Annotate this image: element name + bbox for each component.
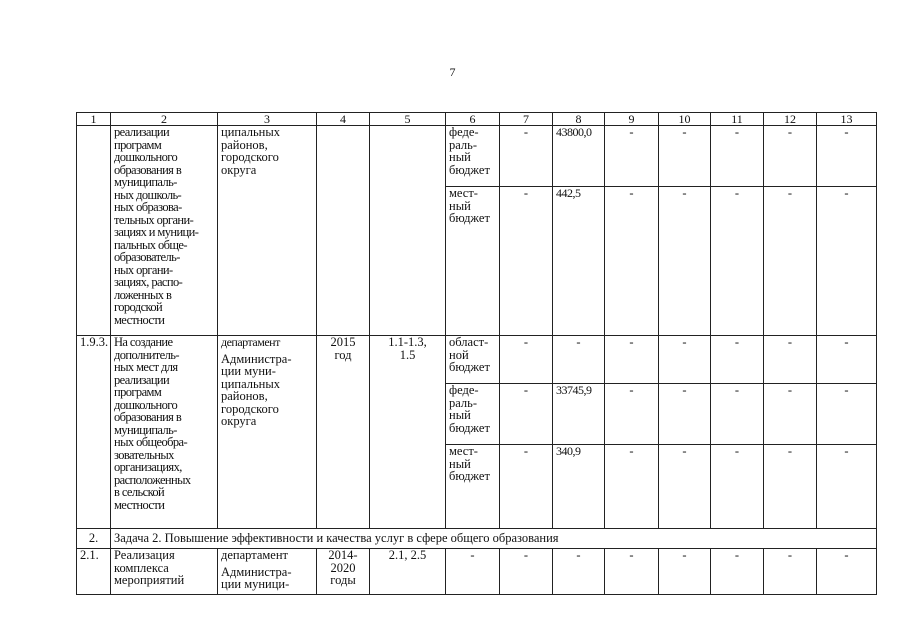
value-cell: - (817, 126, 877, 187)
indicators-cell: 2.1, 2.5 (370, 549, 446, 595)
col-header: 12 (764, 113, 817, 126)
year-cell (317, 126, 370, 336)
year-cell: 2014- 2020 годы (317, 549, 370, 595)
col-header: 9 (605, 113, 659, 126)
col-header: 11 (711, 113, 764, 126)
executor-administration: Администра- ции муници- (221, 564, 292, 591)
value-cell: - (605, 445, 659, 529)
value-cell: - (711, 187, 764, 336)
indicators-cell (370, 126, 446, 336)
value-cell: - (764, 336, 817, 384)
measures-table (76, 112, 877, 595)
value-cell: - (659, 336, 711, 384)
measure-name-cell: На создание дополнитель- ных мест для реализации программ дошкольного образования в муниципаль- ных общеобра- зовательных организациях, расположенных в сельской местности (111, 336, 218, 529)
value-cell: - (659, 187, 711, 336)
value-cell: - (500, 384, 553, 445)
value-cell: - (659, 445, 711, 529)
executor-department: департамент (221, 335, 280, 349)
value-cell: - (659, 384, 711, 445)
value-cell: 442,5 (553, 187, 605, 336)
value-cell: - (711, 336, 764, 384)
value-cell: - (500, 126, 553, 187)
page-number: 7 (449, 65, 456, 79)
value-cell: - (764, 187, 817, 336)
col-header: 4 (317, 113, 370, 126)
value-cell: - (446, 549, 500, 595)
value-cell: - (711, 384, 764, 445)
table-row (77, 529, 877, 549)
executor-department: департамент (221, 548, 289, 562)
funding-source-cell: мест- ный бюджет (446, 445, 500, 529)
year-cell: 2015 год (317, 336, 370, 529)
value-cell: - (817, 549, 877, 595)
table-row (77, 126, 877, 187)
value-cell: - (764, 445, 817, 529)
value-cell: 43800,0 (553, 126, 605, 187)
task-heading-cell: Задача 2. Повышение эффективности и качества услуг в сфере общего образования (111, 529, 877, 549)
value-cell: - (711, 445, 764, 529)
value-cell: - (605, 187, 659, 336)
value-cell: - (605, 126, 659, 187)
value-cell: - (764, 384, 817, 445)
funding-source-cell: феде- раль- ный бюджет (446, 126, 500, 187)
value-cell: - (817, 187, 877, 336)
header-row (77, 113, 877, 126)
executor-cell (218, 549, 317, 595)
value-cell: - (500, 445, 553, 529)
value-cell: - (553, 549, 605, 595)
row-number-cell: 1.9.3. (77, 336, 111, 529)
value-cell: - (605, 549, 659, 595)
value-cell: - (500, 187, 553, 336)
value-cell: - (817, 445, 877, 529)
value-cell: - (500, 549, 553, 595)
indicators-cell: 1.1-1.3, 1.5 (370, 336, 446, 529)
funding-source-cell: област- ной бюджет (446, 336, 500, 384)
value-cell: - (659, 549, 711, 595)
value-cell: - (553, 336, 605, 384)
value-cell: - (605, 384, 659, 445)
value-cell: - (711, 126, 764, 187)
col-header: 13 (817, 113, 877, 126)
col-header: 2 (111, 113, 218, 126)
value-cell: - (764, 549, 817, 595)
executor-cell: ципальных районов, городского округа (218, 126, 317, 336)
table-row (77, 549, 877, 595)
value-cell: - (711, 549, 764, 595)
table-row (77, 336, 877, 384)
col-header: 3 (218, 113, 317, 126)
value-cell: - (659, 126, 711, 187)
executor-administration: Администра- ции муни- ципальных районов, городского округа (221, 351, 292, 428)
funding-source-cell: феде- раль- ный бюджет (446, 384, 500, 445)
measure-name-cell: Реализация комплекса мероприятий (111, 549, 218, 595)
value-cell: 340,9 (553, 445, 605, 529)
row-number-cell: 2.1. (77, 549, 111, 595)
row-number-cell (77, 126, 111, 336)
row-number-cell: 2. (77, 529, 111, 549)
col-header: 6 (446, 113, 500, 126)
col-header: 8 (553, 113, 605, 126)
value-cell: 33745,9 (553, 384, 605, 445)
value-cell: - (817, 384, 877, 445)
col-header: 1 (77, 113, 111, 126)
funding-source-cell: мест- ный бюджет (446, 187, 500, 336)
value-cell: - (764, 126, 817, 187)
col-header: 10 (659, 113, 711, 126)
executor-cell (218, 336, 317, 529)
measure-name-cell: реализации программ дошкольного образования в муниципаль- ных дошколь- ных образова- тельных органи- зациях и муници- пальных обще- образователь- ных органи- зациях, распо- ложенных в городской местности (111, 126, 218, 336)
value-cell: - (605, 336, 659, 384)
value-cell: - (817, 336, 877, 384)
col-header: 5 (370, 113, 446, 126)
value-cell: - (500, 336, 553, 384)
col-header: 7 (500, 113, 553, 126)
